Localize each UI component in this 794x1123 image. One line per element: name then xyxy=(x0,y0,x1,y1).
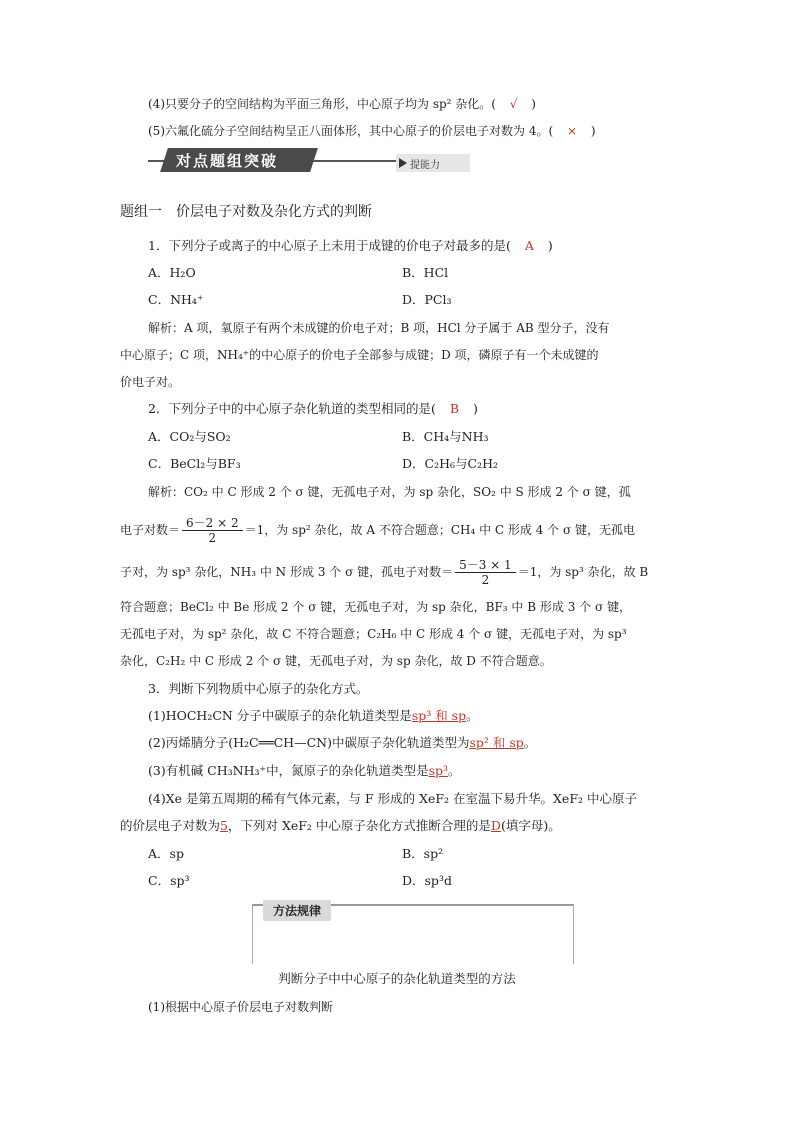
method-box xyxy=(252,904,574,964)
q2-explanation-1: 解析：CO₂ 中 C 形成 2 个 σ 键，无孤电子对，为 sp 杂化，SO₂ 中 S 形成 2 个 σ 键，孤 xyxy=(148,485,631,499)
q2-stem-text: 2．下列分子中的中心原子杂化轨道的类型相同的是( xyxy=(148,401,436,416)
group-heading: 题组一 价层电子对数及杂化方式的判断 xyxy=(120,204,372,220)
q1-option-d: D．PCl₃ xyxy=(402,292,452,307)
q1-stem xyxy=(148,237,553,255)
close-paren: ) xyxy=(473,401,478,416)
q2-option-a: A．CO₂与SO₂ xyxy=(148,429,231,444)
q3-option-d: D．sp³d xyxy=(402,873,452,888)
q2-explanation-5: 无孤电子对，为 sp² 杂化，故 C 不符合题意；C₂H₆ 中 C 形成 4 个 σ 键，无孤电子对，为 sp³ xyxy=(120,627,627,641)
q2-exp2-a: 电子对数＝ xyxy=(120,523,181,537)
q3-part-4-text-b: ，下列对 XeF₂ 中心原子杂化方式推断合理的是 xyxy=(227,818,491,833)
q1-explanation-1: 解析：A 项，氧原子有两个未成键的价电子对；B 项，HCl 分子属于 AB 型分子，没有 xyxy=(148,321,610,335)
fraction-1 xyxy=(182,516,243,545)
q3-part-2-answer: sp² 和 sp xyxy=(469,735,524,750)
review-item-4 xyxy=(148,95,536,113)
q3-part-1-answer: sp³ 和 sp xyxy=(411,708,467,723)
q2-explanation-4: 符合题意；BeCl₂ 中 Be 形成 2 个 σ 键，无孤电子对，为 sp 杂化，BF₃ 中 B 形成 3 个 σ 键， xyxy=(120,600,631,614)
q1-option-c: C．NH₄⁺ xyxy=(148,292,204,307)
q3-part-4-line-1: (4)Xe 是第五周期的稀有气体元素，与 F 形成的 XeF₂ 在室温下易升华。XeF₂ 中心原子 xyxy=(148,791,637,806)
q3-option-c: C．sp³ xyxy=(148,873,190,888)
q3-part-3-answer: sp³ xyxy=(428,763,449,778)
q3-part-4-text-a: 的价层电子对数为 xyxy=(120,818,221,833)
q1-explanation-3: 价电子对。 xyxy=(120,375,181,389)
q1-option-a: A．H₂O xyxy=(148,265,196,280)
q3-part-4-text-c: (填字母)。 xyxy=(500,818,561,833)
close-paren: ) xyxy=(531,97,536,111)
q3-part-3-text: (3)有机碱 CH₃NH₃⁺中，氮原子的杂化轨道类型是 xyxy=(148,763,429,778)
method-item-1: (1)根据中心原子价层电子对数判断 xyxy=(148,1000,333,1014)
period: 。 xyxy=(523,735,537,750)
close-paren: ) xyxy=(590,124,596,138)
method-title: 判断分子中中心原子的杂化轨道类型的方法 xyxy=(278,971,516,986)
cross-mark: × xyxy=(566,124,578,138)
q1-option-b: B．HCl xyxy=(402,265,449,280)
fraction-1-numerator: 6－2 × 2 xyxy=(182,516,243,531)
q1-explanation-2: 中心原子；C 项，NH₄⁺的中心原子的价电子全部参与成键；D 项，磷原子有一个未成键的 xyxy=(120,348,599,362)
q3-part-1 xyxy=(148,707,479,725)
review-item-5-text: (5)六氟化硫分子空间结构呈正八面体形，其中心原子的价层电子对数为 4。( xyxy=(148,124,554,138)
fraction-2 xyxy=(455,558,516,587)
q3-part-4-answer-2: D xyxy=(490,818,501,833)
fraction-2-denominator: 2 xyxy=(481,573,490,587)
q2-explanation-6: 杂化，C₂H₂ 中 C 形成 2 个 σ 键，无孤电子对，为 sp 杂化，故 D 不符合题意。 xyxy=(120,654,552,668)
fraction-2-numerator: 5－3 × 1 xyxy=(455,558,516,573)
q2-explanation-3 xyxy=(120,556,648,588)
q2-option-b: B．CH₄与NH₃ xyxy=(402,429,489,444)
close-paren: ) xyxy=(547,238,553,253)
method-label: 方法规律 xyxy=(263,900,331,921)
q3-option-b: B．sp² xyxy=(402,846,444,861)
q2-option-d: D．C₂H₆与C₂H₂ xyxy=(402,456,498,471)
q3-part-4-answer-1: 5 xyxy=(220,818,228,833)
q3-part-1-text: (1)HOCH₂CN 分子中碳原子的杂化轨道类型是 xyxy=(148,708,412,723)
fraction-1-denominator: 2 xyxy=(208,531,217,545)
q3-part-3 xyxy=(148,762,461,780)
banner-tag: 提能力 xyxy=(410,160,440,171)
q3-part-4-line-2 xyxy=(120,817,561,835)
review-item-5 xyxy=(148,122,596,140)
q2-explanation-2 xyxy=(120,514,635,546)
arrow-right-icon xyxy=(399,158,407,168)
period: 。 xyxy=(466,708,479,723)
q3-part-2 xyxy=(148,734,536,752)
banner-title: 对点题组突破 xyxy=(176,152,279,170)
q2-exp3-a: 子对，为 sp³ 杂化，NH₃ 中 N 形成 3 个 σ 键，孤电子对数＝ xyxy=(120,565,454,579)
section-banner xyxy=(148,148,470,174)
q2-stem xyxy=(148,400,478,418)
period: 。 xyxy=(448,763,461,778)
q1-answer: A xyxy=(524,238,534,253)
q1-stem-text: 1．下列分子或离子的中心原子上未用于成键的价电子对最多的是( xyxy=(148,238,511,253)
q2-answer: B xyxy=(449,401,460,416)
q2-option-c: C．BeCl₂与BF₃ xyxy=(148,456,241,471)
q2-exp3-b: ＝1，为 sp³ 杂化，故 B xyxy=(517,565,649,579)
q3-part-2-text: (2)丙烯腈分子(H₂C══CH—CN)中碳原子杂化轨道类型为 xyxy=(148,735,470,750)
check-mark: √ xyxy=(509,97,518,111)
review-item-4-text: (4)只要分子的空间结构为平面三角形，中心原子均为 sp² 杂化。( xyxy=(148,97,496,111)
q3-stem: 3．判断下列物质中心原子的杂化方式。 xyxy=(148,681,369,696)
q2-exp2-b: ＝1，为 sp² 杂化，故 A 不符合题意；CH₄ 中 C 形成 4 个 σ 键，无孤电 xyxy=(244,523,635,537)
q3-option-a: A．sp xyxy=(148,846,184,861)
